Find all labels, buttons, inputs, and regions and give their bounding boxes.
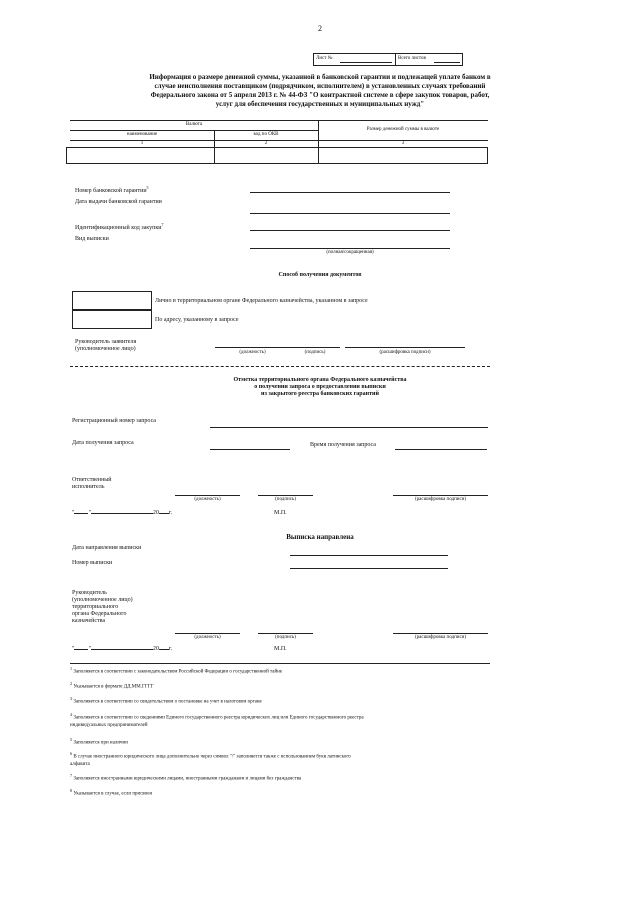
currency-header: Валюта — [185, 122, 203, 127]
footnote-6: $^6$ В случае иностранного юридического лица дополнительно через символ "/" заполняется также с использованием букв латинского — [70, 751, 351, 760]
applicant-decoding-field[interactable] — [345, 347, 465, 348]
cut-line — [70, 366, 490, 367]
extract-type-label: Вид выписки — [75, 236, 109, 242]
executor-label: Ответственный исполнитель — [72, 477, 112, 490]
executor-signature-field[interactable] — [258, 495, 313, 496]
document-title: Информация о размере денежной суммы, указанной в банковской гарантии и подлежащей уплате банком в случае неисполнения поставщиком (подрядчиком, исполнителем) в установленных случаях требований Федерального закона от 5 апреля 2013 г. № 44-ФЗ "О контрактной системе в сфере закупок товаров, работ, услуг для обеспечения государственных и муниципальных нужд" — [149, 73, 491, 108]
head-date: " " 20 г. — [72, 646, 173, 652]
treasury-head-label: Руководитель (уполномоченное лицо) территориального органа Федерального казначейства — [72, 590, 133, 624]
currency-data-row[interactable] — [66, 147, 488, 164]
head-decoding-field[interactable] — [393, 633, 488, 634]
extract-type-field[interactable] — [250, 248, 450, 249]
treasury-mark-heading: Отметка территориального органа Федерального казначейства о получении запроса о предоставлении выписки из закрытого реестра банковских гарантий — [233, 377, 407, 397]
in-person-label: Лично в территориальном органе Федерального казначейства, указанном в запросе — [155, 298, 368, 304]
by-address-checkbox[interactable] — [72, 310, 152, 329]
sheet-number-label: Лист № — [316, 56, 333, 61]
extract-number-field[interactable] — [290, 568, 448, 569]
applicant-position-field[interactable] — [215, 347, 290, 348]
extract-type-hint: (полная/сокращенная) — [326, 250, 374, 255]
footnote-4: $^4$ Заполняется в соответствии со сведениями Единого государственного реестра юридических лиц или Единого государственного реестра — [70, 711, 364, 721]
footnotes — [70, 666, 490, 797]
reg-number-label: Регистрационный номер запроса — [72, 418, 156, 424]
sheet-total-label: Всего листов — [398, 56, 426, 61]
sheet-box — [313, 53, 463, 66]
guarantee-number-label: Номер банковской гарантии$^5$ — [75, 185, 149, 194]
footnote-2: $^2$ Указывается в формате ДД.ММ.ГГГГ — [70, 680, 154, 690]
page-number: 2 — [318, 24, 322, 33]
executor-position-field[interactable] — [175, 495, 240, 496]
col-okv-header: код по ОКВ — [253, 132, 279, 137]
head-position-field[interactable] — [175, 633, 240, 634]
delivery-heading: Способ получения документов — [278, 272, 362, 278]
col-name-header: наименование — [126, 132, 158, 137]
footnote-7: $^7$ Заполняется иностранными юридическими лицами, иностранными гражданами и лицами без гражданства — [70, 772, 302, 782]
purchase-code-field[interactable] — [250, 230, 450, 231]
issue-date-label: Дата выдачи банковской гарантии — [75, 199, 162, 205]
col-num-3: 3 — [401, 141, 405, 146]
reg-number-field[interactable] — [210, 427, 488, 428]
footnote-5: $^5$ Заполняется при наличии — [70, 736, 128, 746]
head-signature-field[interactable] — [258, 633, 313, 634]
receive-date-label: Дата получения запроса — [72, 440, 134, 446]
guarantee-number-field[interactable] — [250, 192, 450, 193]
extract-number-label: Номер выписки — [72, 560, 113, 566]
by-address-label: По адресу, указанному в запросе — [155, 317, 239, 323]
col-num-1: 1 — [140, 141, 144, 146]
footnote-1: $^1$ Заполняется в соответствии с законодательством Российской Федерации о государственной тайне — [70, 666, 283, 675]
footnote-6-cont: алфавита — [70, 761, 90, 767]
purchase-code-label: Идентификационный код закупки$^7$ — [75, 222, 164, 231]
receive-time-label: Время получения запроса — [310, 442, 376, 448]
footnote-3: $^3$ Заполняется в соответствии со свидетельством о постановке на учет в налоговом органе — [70, 696, 262, 705]
receive-date-field[interactable] — [210, 449, 290, 450]
applicant-label: Руководитель заявителя (уполномоченное лицо) — [75, 339, 137, 352]
applicant-signature-field[interactable] — [280, 347, 340, 348]
send-date-field[interactable] — [290, 555, 448, 556]
in-person-checkbox[interactable] — [72, 291, 152, 310]
issue-date-field[interactable] — [250, 213, 450, 214]
footnote-8: $^8$ Указывается в случае, если присвоен — [70, 787, 153, 797]
executor-decoding-field[interactable] — [393, 495, 488, 496]
executor-date: " " 20 г. — [72, 510, 173, 516]
send-date-label: Дата направления выписки — [72, 545, 142, 551]
footnote-divider — [70, 663, 490, 664]
col-num-2: 2 — [264, 141, 268, 146]
head-stamp: М.П. — [274, 646, 287, 652]
col-amount-header: Размер денежной суммы в валюте — [366, 127, 440, 132]
sent-heading: Выписка направлена — [286, 533, 354, 541]
executor-stamp: М.П. — [274, 510, 287, 516]
receive-time-field[interactable] — [395, 449, 487, 450]
footnote-4-cont: индивидуальных предпринимателей — [70, 722, 148, 728]
